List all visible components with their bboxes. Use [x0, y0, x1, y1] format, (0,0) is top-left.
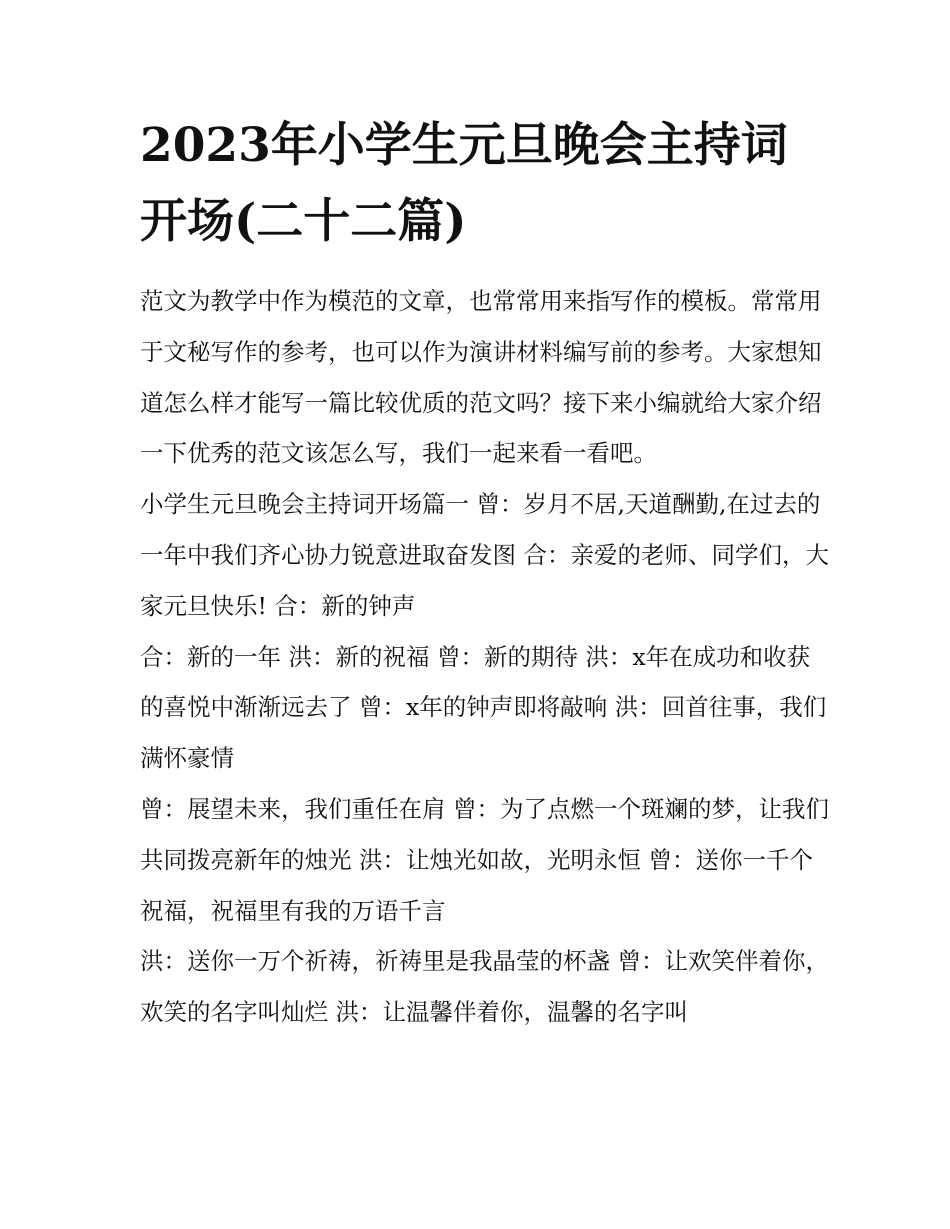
intro-paragraph: 范文为教学中作为模范的文章，也常常用来指写作的模板。常常用于文秘写作的参考，也可以作为演讲材料编写前的参考。大家想知道怎么样才能写一篇比较优质的范文吗？接下来小编就给大家介绍一下优秀的范文该怎么写，我们一起来看一看吧。 [140, 287, 822, 468]
document-title: 2023年小学生元旦晚会主持词开场(二十二篇) [140, 118, 788, 249]
body-paragraph: 合：新的一年 洪：新的祝福 曾：新的期待 洪：x年在成功和收获的喜悦中渐渐远去了 曾：x年的钟声即将敲响 洪：回首往事，我们满怀豪情 [140, 642, 827, 773]
body-paragraph: 小学生元旦晚会主持词开场篇一 曾：岁月不居,天道酬勤,在过去的一年中我们齐心协力锐意进取奋发图 合：亲爱的老师、同学们，大家元旦快乐! 合：新的钟声 [140, 490, 829, 620]
document-body [140, 276, 830, 1038]
body-paragraph: 洪：送你一万个祈祷，祈祷里是我晶莹的杯盏 曾：让欢笑伴着你，欢笑的名字叫灿烂 洪：让温馨伴着你，温馨的名字叫 [140, 947, 829, 1027]
body-paragraph: 曾：展望未来，我们重任在肩 曾：为了点燃一个斑斓的梦，让我们共同拨亮新年的烛光 洪：让烛光如故，光明永恒 曾：送你一千个祝福，祝福里有我的万语千言 [140, 794, 829, 925]
